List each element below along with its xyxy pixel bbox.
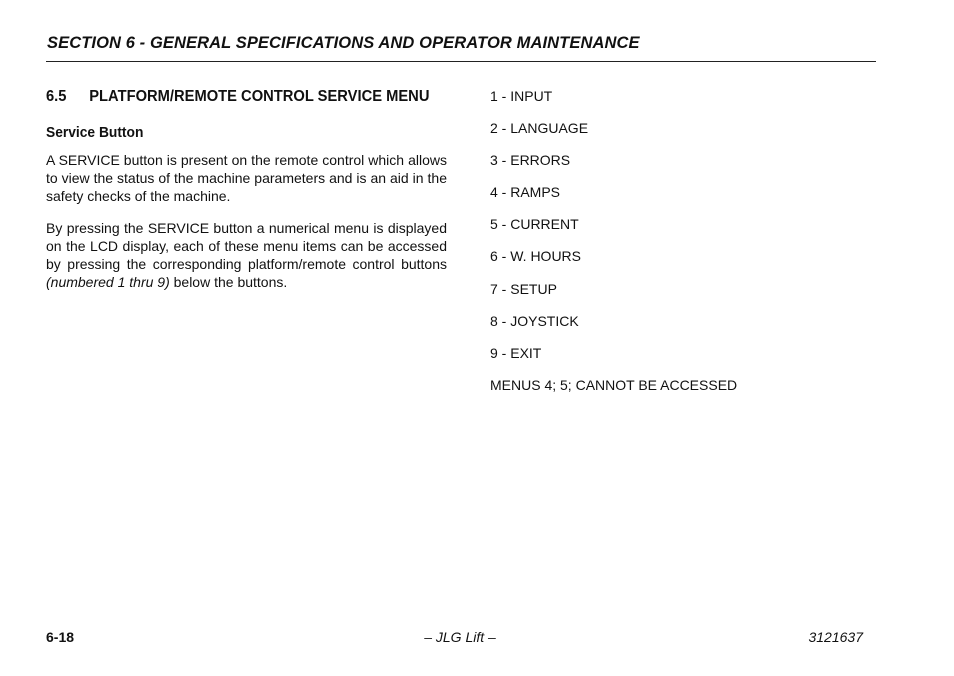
menu-item: 5 - CURRENT — [490, 216, 579, 233]
menu-item: 9 - EXIT — [490, 344, 542, 361]
menu-item: 8 - JOYSTICK — [490, 312, 579, 329]
menu-item: 4 - RAMPS — [490, 184, 561, 201]
menu-item: 2 - LANGUAGE — [490, 120, 589, 137]
section-title: PLATFORM/REMOTE CONTROL SERVICE MENU — [89, 88, 430, 105]
header-divider — [46, 61, 876, 62]
menu-item: 6 - W. HOURS — [490, 248, 582, 265]
menu-list — [490, 86, 870, 407]
left-column — [46, 86, 447, 305]
menu-item: 7 - SETUP — [490, 280, 557, 297]
paragraph-service-button-intro: A SERVICE button is present on the remote control which allows to view the status of the machine parameters and is an aid in the safety checks of the machine. — [46, 152, 447, 204]
footer-center — [0, 627, 920, 647]
section-number: 6.5 — [46, 88, 67, 105]
paragraph-italic-text: (numbered 1 thru 9) — [46, 274, 170, 290]
footer-publisher: – JLG Lift – — [424, 629, 496, 645]
paragraph-text-end: below the buttons. — [169, 274, 288, 290]
footer-document-number: 3121637 — [808, 629, 863, 645]
paragraph-text: By pressing the SERVICE button a numerical menu is displayed on the LCD display, each of these menu items can be accessed by pressing the corresponding platform/remote control buttons — [46, 220, 447, 272]
footer-page-number: 6-18 — [46, 629, 75, 645]
menu-item: 3 - ERRORS — [490, 152, 571, 169]
menu-note: MENUS 4; 5; CANNOT BE ACCESSED — [490, 376, 738, 393]
paragraph-service-menu-access — [46, 219, 447, 291]
section-heading — [46, 86, 430, 108]
menu-item: 1 - INPUT — [490, 88, 553, 104]
section-header-title: SECTION 6 - GENERAL SPECIFICATIONS AND OPERATOR MAINTENANCE — [47, 34, 640, 52]
subsection-heading: Service Button — [46, 124, 144, 141]
